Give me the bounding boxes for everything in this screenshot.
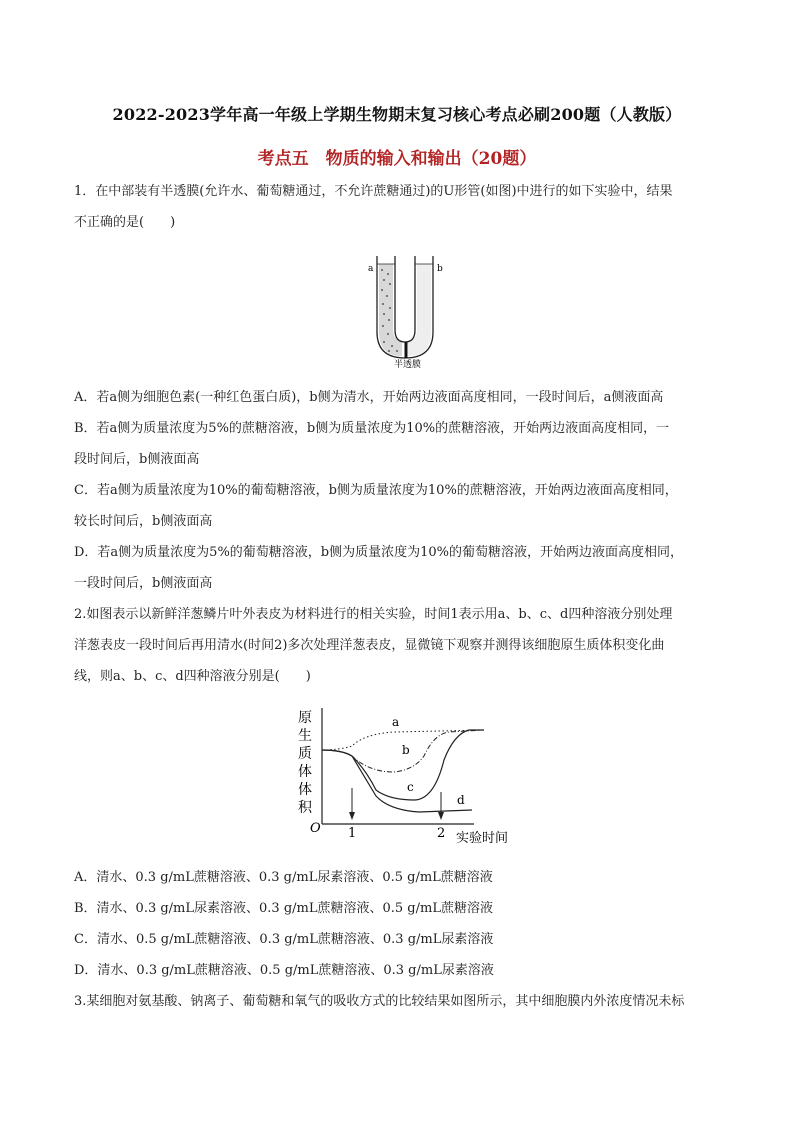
q2-option-c: C．清水、0.5 g/mL蔗糖溶液、0.3 g/mL蔗糖溶液、0.3 g/mL尿素溶液 [74,932,494,947]
q1-option-d-line1: D．若a侧为质量浓度为5%的葡萄糖溶液，b侧为质量浓度为10%的葡萄糖溶液，开始两边液面高度相同， [74,545,684,560]
document-title: 2022-2023学年高一年级上学期生物期末复习核心考点必刷200题（人教版） [112,105,682,124]
x-axis-label: 实验时间 [456,831,509,846]
q1-option-b-line1: B．若a侧为质量浓度为5%的蔗糖溶液，b侧为质量浓度为10%的蔗糖溶液，开始两边液面高度相同，一 [74,421,670,436]
origin-label: O [310,821,321,836]
label-b: b [437,264,443,274]
q2-stem-line1: 2.如图表示以新鲜洋葱鳞片叶外表皮为材料进行的相关实验，时间1表示用a、b、c、d四种溶液分别处理 [74,607,673,622]
ylabel-char-1: 原 [298,710,312,726]
ylabel-char-4: 体 [298,764,312,780]
ylabel-char-2: 生 [298,728,312,744]
q1-option-c-line1: C．若a侧为质量浓度为10%的葡萄糖溶液，b侧为质量浓度为10%的蔗糖溶液，开始两边液面高度相同， [74,483,678,498]
q1-option-c-line2: 较长时间后，b侧液面高 [74,514,213,529]
tick-1: 1 [348,826,357,841]
membrane-label: 半透膜 [394,360,422,370]
q2-option-d: D．清水、0.3 g/mL蔗糖溶液、0.5 g/mL蔗糖溶液、0.3 g/mL尿素溶液 [74,963,494,978]
q1-stem-line2: 不正确的是( ) [74,215,176,230]
label-a: a [368,264,374,274]
u-tube-inner [395,256,415,342]
u-tube-figure [362,250,462,374]
q1-option-d-line2: 一段时间后，b侧液面高 [74,576,213,591]
section-title: 考点五 物质的输入和输出（20题） [257,149,537,169]
ylabel-char-5: 体 [298,782,312,798]
q1-option-a: A．若a侧为细胞色素(一种红色蛋白质)，b侧为清水，开始两边液面高度相同，一段时间后，a侧液面高 [74,390,664,405]
q2-option-b: B．清水、0.3 g/mL尿素溶液、0.3 g/mL蔗糖溶液、0.5 g/mL蔗糖溶液 [74,901,493,916]
q2-stem-line3: 线，则a、b、c、d四种溶液分别是( ) [74,669,311,684]
curve-label-c: c [407,780,414,794]
q1-option-b-line2: 段时间后，b侧液面高 [74,452,200,467]
left-solution-fill [379,264,402,356]
curve-label-a: a [392,715,400,729]
q3-stem-line1: 3.某细胞对氨基酸、钠离子、葡萄糖和氧气的吸收方式的比较结果如图所示，其中细胞膜内外浓度情况未标 [74,994,685,1009]
protoplast-volume-graph [294,700,534,854]
q2-stem-line2: 洋葱表皮一段时间后再用清水(时间2)多次处理洋葱表皮，显微镜下观察并测得该细胞原生质体积变化曲 [74,638,665,653]
tick-2: 2 [437,826,446,841]
q2-option-a: A．清水、0.3 g/mL蔗糖溶液、0.3 g/mL尿素溶液、0.5 g/mL蔗糖溶液 [74,870,493,885]
curve-label-b: b [402,743,410,757]
ylabel-char-6: 积 [298,800,312,816]
curve-label-d: d [457,793,465,807]
curve-c [322,730,484,800]
q1-stem-line1: 1．在中部装有半透膜(允许水、葡萄糖通过，不允许蔗糖通过)的U形管(如图)中进行的如下实验中，结果 [74,184,673,199]
curve-d [322,750,472,812]
right-solution-fill [408,264,431,356]
ylabel-char-3: 质 [298,746,312,762]
